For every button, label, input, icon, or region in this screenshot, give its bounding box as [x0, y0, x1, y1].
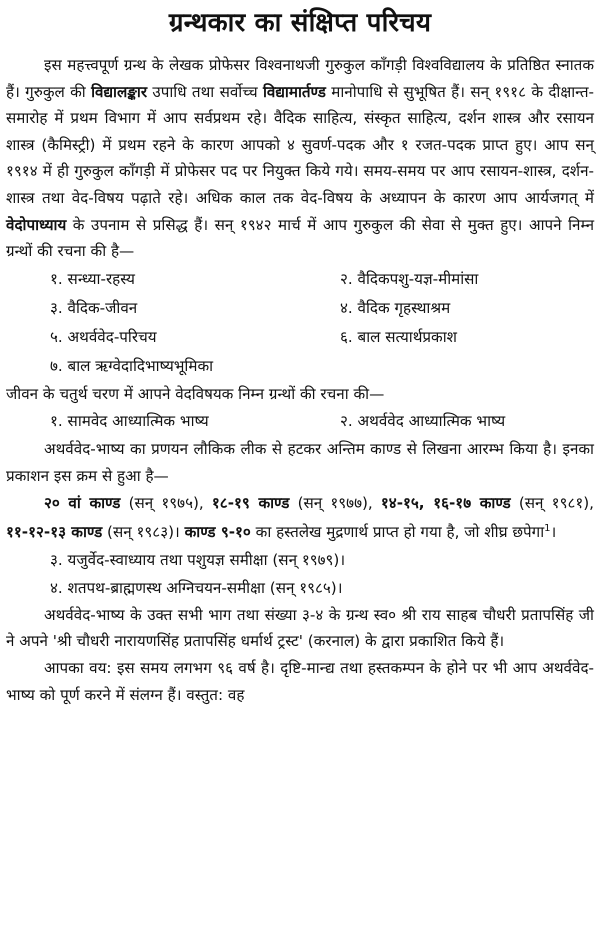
- footnote-marker: 1: [544, 523, 551, 535]
- degree-vidyalankar: विद्यालङ्कार: [91, 82, 148, 101]
- work-item: ७. बाल ऋग्वेदादिभाष्यभूमिका: [50, 356, 214, 375]
- title-vedopadhyay: वेदोपाध्याय: [6, 215, 67, 234]
- publisher-paragraph: अथर्ववेद-भाष्य के उक्त सभी भाग तथा संख्या ३-४ के ग्रन्थ स्व० श्री राय साहब चौधरी प्रतापसिंह जी ने अपने 'श्री चौधरी नारायणसिंह प्रतापसिंह धर्मार्थ ट्रस्ट' (करनाल) के द्वारा प्रकाशित किये हैं।: [6, 605, 594, 651]
- year-1981: (सन् १९८१),: [510, 493, 595, 512]
- intro-text-d: मानोपाधि से सुभूषित हैं। सन् १९१८ के दीक्षान्त-समारोह में प्रथम विभाग में आप सर्वप्रथम रहे। वैदिक साहित्य, संस्कृत साहित्य, दर्शन शास्त्र और रसायन शास्त्र (कैमिस्ट्री) में प्रथम रहने के कारण आपको ४ सुवर्ण-पदक और १ रजत-पदक प्राप्त हुए। आप सन् १९१४ में ही गुरुकुल काँगड़ी में प्रोफेसर पद पर नियुक्त किये गये। समय-समय पर आप रसायन-शास्त्र, दर्शन-शास्त्र तथा वेद-विषय पढ़ाते रहे। अधिक काल तक वेद-विषय के अध्यापन के कारण आप आर्यजगत् में: [6, 82, 595, 207]
- document-page: [6, 0, 594, 708]
- yajurveda-item: ३. यजुर्वेद-स्वाध्याय तथा पशुयज्ञ समीक्षा (सन् १९७९)।: [50, 550, 346, 569]
- work-item: ६. बाल सत्यार्थप्रकाश: [340, 327, 457, 346]
- sentence-end: ।: [550, 523, 557, 542]
- intro-text-e: के उपनाम से प्रसिद्ध हैं। सन् १९४२ मार्च में आप गुरुकुल की सेवा से मुक्त हुए। आपने निम्न ग्रन्थों की रचना की है—: [6, 215, 594, 261]
- manuscript-note: का हस्तलेख मुद्रणार्थ प्राप्त हो गया है, जो शीघ्र छपेगा: [250, 523, 545, 542]
- list-item: [50, 294, 594, 323]
- work-item: ३. वैदिक-जीवन: [50, 298, 138, 317]
- shatapatha-item: ४. शतपथ-ब्राह्मणस्थ अग्निचयन-समीक्षा (सन् १९८५)।: [50, 578, 343, 597]
- intro-paragraph: [6, 52, 594, 265]
- publication-paragraph: [6, 490, 594, 546]
- year-1983: (सन् १९८३)।: [102, 523, 180, 542]
- list-item: [50, 352, 594, 381]
- works-list: [50, 265, 594, 381]
- fourth-stage-paragraph: जीवन के चतुर्थ चरण में आपने वेदविषयक निम्न ग्रन्थों की रचना की—: [6, 384, 385, 403]
- vedic-works-list: [50, 407, 594, 436]
- list-item: [50, 323, 594, 352]
- work-item: ५. अथर्ववेद-परिचय: [50, 327, 157, 346]
- work-item: १. सन्ध्या-रहस्य: [50, 269, 135, 288]
- kand-20: २० वां काण्ड: [44, 493, 121, 512]
- work-item: २. वैदिकपशु-यज्ञ-मीमांसा: [340, 269, 479, 288]
- year-1975: (सन् १९७५),: [120, 493, 212, 512]
- intro-text-a: इस महत्त्वपूर्ण ग्रन्थ के लेखक प्रोफेसर विश्वनाथजी गुरुकुल काँगड़ी विश्वविद्यालय के प्रतिष्ठित स्नातक हैं। गुरुकुल की: [6, 56, 594, 101]
- vedic-work-item: २. अथर्ववेद आध्यात्मिक भाष्य: [340, 412, 506, 431]
- degree-vidyamartand: विद्यामार्तण्ड: [262, 82, 326, 101]
- page-title: ग्रन्थकार का संक्षिप्त परिचय: [168, 8, 432, 38]
- vedic-work-item: १. सामवेद आध्यात्मिक भाष्य: [50, 412, 209, 431]
- kand-14-17: १४-१५, १६-१७ काण्ड: [380, 493, 511, 512]
- kand-9-10: काण्ड ९-१०: [184, 523, 251, 542]
- atharvaveda-paragraph: अथर्ववेद-भाष्य का प्रणयन लौकिक लीक से हटकर अन्तिम काण्ड से लिखना आरम्भ किया है। इनका प्रकाशन इस क्रम से हुआ है—: [6, 440, 594, 485]
- intro-text-c: उपाधि तथा सर्वोच्च: [147, 82, 263, 101]
- work-item: ४. वैदिक गृहस्थाश्रम: [340, 298, 451, 317]
- kand-18-19: १८-१९ काण्ड: [211, 493, 290, 512]
- kand-11-13: ११-१२-१३ काण्ड: [6, 523, 103, 542]
- list-item: [50, 407, 594, 436]
- list-item: [50, 265, 594, 294]
- age-paragraph: आपका वय: इस समय लगभग ९६ वर्ष है। दृष्टि-मान्द्य तथा हस्तकम्पन के होने पर भी आप अथर्ववेद-भाष्य को पूर्ण करने में संलग्न हैं। वस्तुत: वह: [6, 658, 594, 704]
- year-1977: (सन् १९७७),: [289, 493, 381, 512]
